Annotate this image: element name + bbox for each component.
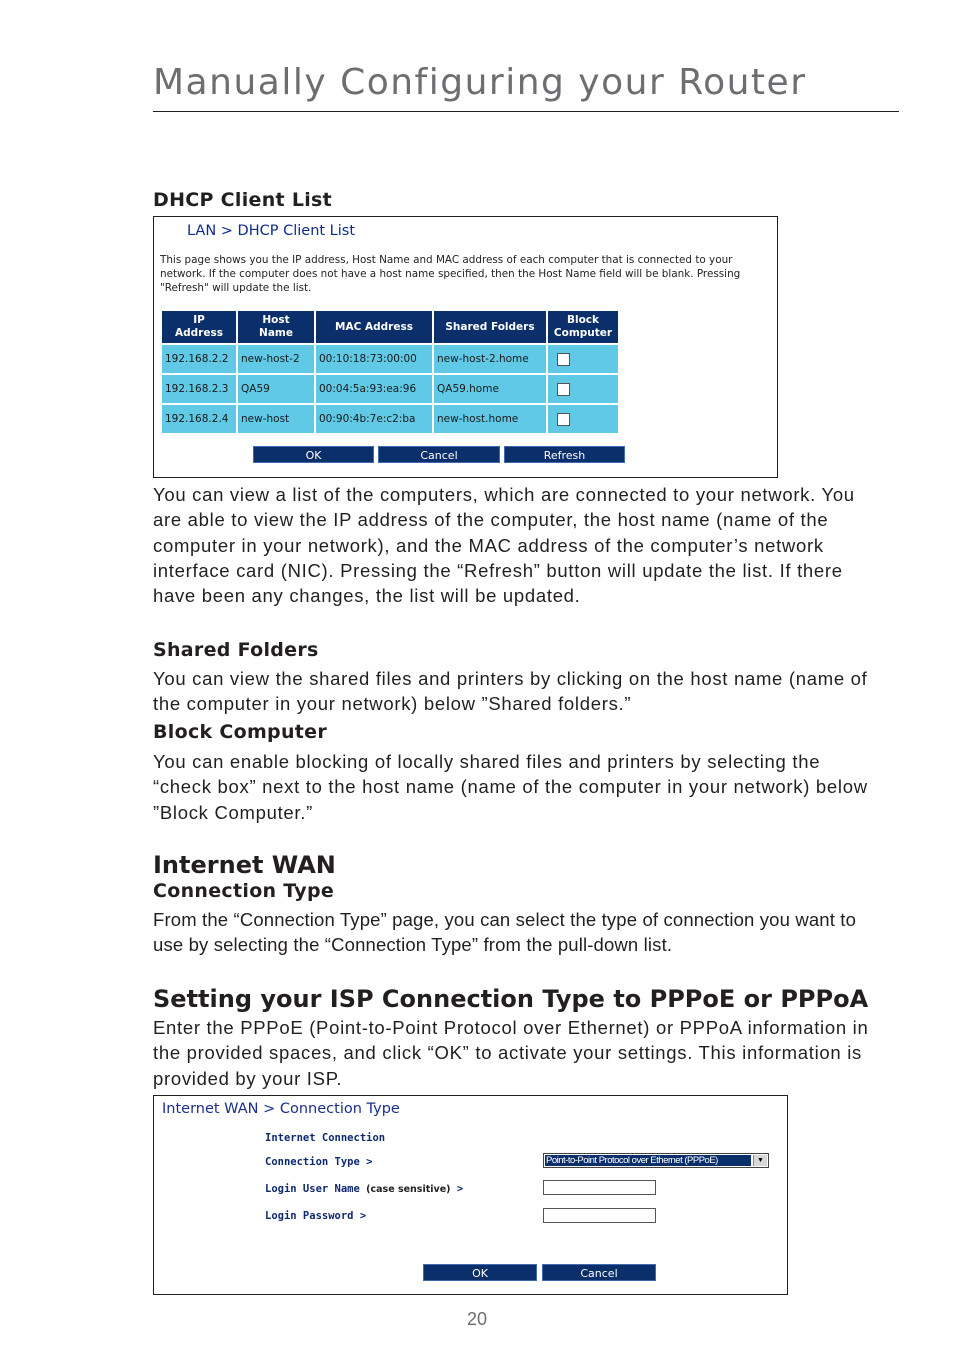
cell-mac: 00:04:5a:93:ea:96: [316, 375, 432, 403]
cell-ip: 192.168.2.3: [162, 375, 236, 403]
cell-host: new-host: [238, 405, 314, 433]
chevron-down-icon[interactable]: ▼: [753, 1155, 767, 1166]
ok-button[interactable]: OK: [253, 446, 374, 463]
login-user-label: [265, 1183, 463, 1195]
cancel-button[interactable]: Cancel: [378, 446, 500, 463]
login-user-suffix: >: [456, 1183, 464, 1195]
dhcp-body: You can view a list of the computers, which are connected to your network. You are able to view the IP address of the computer, the host name (name of the computer in your network), and the MAC address of the computer’s network interface card (NIC). Pressing the “Refresh” button will update the list. If there have been any changes, the list will be updated.: [153, 484, 855, 607]
block-checkbox[interactable]: [557, 413, 570, 426]
dhcp-screenshot-description: This page shows you the IP address, Host Name and MAC address of each computer that is connected to your network. If the computer does not have a host name specified, then the Host Name field will be blank. Pressing "Refresh" will update the list.: [160, 254, 741, 294]
connection-type-subheading: Connection Type: [153, 880, 335, 902]
cell-block: [548, 345, 618, 373]
login-user-input[interactable]: [543, 1180, 656, 1195]
dhcp-client-table: [160, 309, 620, 435]
login-user-label-text: Login User Name: [265, 1183, 360, 1195]
ok-button[interactable]: OK: [423, 1264, 537, 1281]
connection-type-screenshot: [153, 1095, 788, 1295]
pppoe-heading: Setting your ISP Connection Type to PPPoE or PPPoA: [153, 985, 869, 1013]
login-password-input[interactable]: [543, 1208, 656, 1223]
block-computer-body: You can enable blocking of locally shared files and printers by selecting the “check box” next to the host name (name of the computer in your network) below ”Block Computer.”: [153, 751, 868, 823]
internet-wan-body: From the “Connection Type” page, you can select the type of connection you want to use by selecting the “Connection Type” from the pull-down list.: [153, 909, 857, 956]
dhcp-heading: DHCP Client List: [153, 189, 333, 211]
column-header-block: Block Computer: [548, 311, 618, 343]
cell-block: [548, 375, 618, 403]
block-checkbox[interactable]: [557, 353, 570, 366]
cell-block: [548, 405, 618, 433]
connection-type-label: Connection Type >: [265, 1156, 373, 1168]
refresh-button[interactable]: Refresh: [504, 446, 625, 463]
cell-ip: 192.168.2.4: [162, 405, 236, 433]
cancel-button[interactable]: Cancel: [542, 1264, 656, 1281]
shared-folders-body: You can view the shared files and printers by clicking on the host name (name of the computer in your network) below ”Shared folders.”: [153, 668, 868, 715]
cell-shared-link[interactable]: new-host.home: [434, 405, 546, 433]
column-header-mac: MAC Address: [316, 311, 432, 343]
shared-folders-heading: Shared Folders: [153, 639, 319, 661]
table-row: [162, 345, 618, 373]
internet-connection-label: Internet Connection: [265, 1132, 386, 1144]
block-checkbox[interactable]: [557, 383, 570, 396]
connection-type-selected: Point-to-Point Protocol over Ethernet (PPPoE): [545, 1155, 751, 1166]
cell-host: new-host-2: [238, 345, 314, 373]
cell-shared-link[interactable]: QA59.home: [434, 375, 546, 403]
column-header-ip: IP Address: [162, 311, 236, 343]
cell-host: QA59: [238, 375, 314, 403]
dhcp-screenshot-title: LAN > DHCP Client List: [187, 223, 356, 239]
page-number: 20: [466, 1309, 488, 1329]
cell-shared-link[interactable]: new-host-2.home: [434, 345, 546, 373]
wan-screenshot-title: Internet WAN > Connection Type: [162, 1101, 400, 1117]
cell-mac: 00:90:4b:7e:c2:ba: [316, 405, 432, 433]
login-password-label: Login Password >: [265, 1210, 367, 1222]
table-row: [162, 405, 618, 433]
cell-mac: 00:10:18:73:00:00: [316, 345, 432, 373]
pppoe-body: Enter the PPPoE (Point-to-Point Protocol over Ethernet) or PPPoA information in the provided spaces, and click “OK” to activate your settings. This information is provided by your ISP.: [153, 1017, 869, 1089]
block-computer-heading: Block Computer: [153, 721, 328, 743]
internet-wan-heading: Internet WAN: [153, 851, 336, 879]
cell-ip: 192.168.2.2: [162, 345, 236, 373]
page-title: Manually Configuring your Router: [153, 62, 807, 103]
column-header-shared: Shared Folders: [434, 311, 546, 343]
column-header-host: Host Name: [238, 311, 314, 343]
connection-type-select[interactable]: [543, 1153, 769, 1168]
title-rule: [153, 111, 899, 112]
case-sensitive-note: (case sensitive): [366, 1184, 451, 1195]
table-row: [162, 375, 618, 403]
dhcp-client-list-screenshot: [153, 216, 778, 478]
